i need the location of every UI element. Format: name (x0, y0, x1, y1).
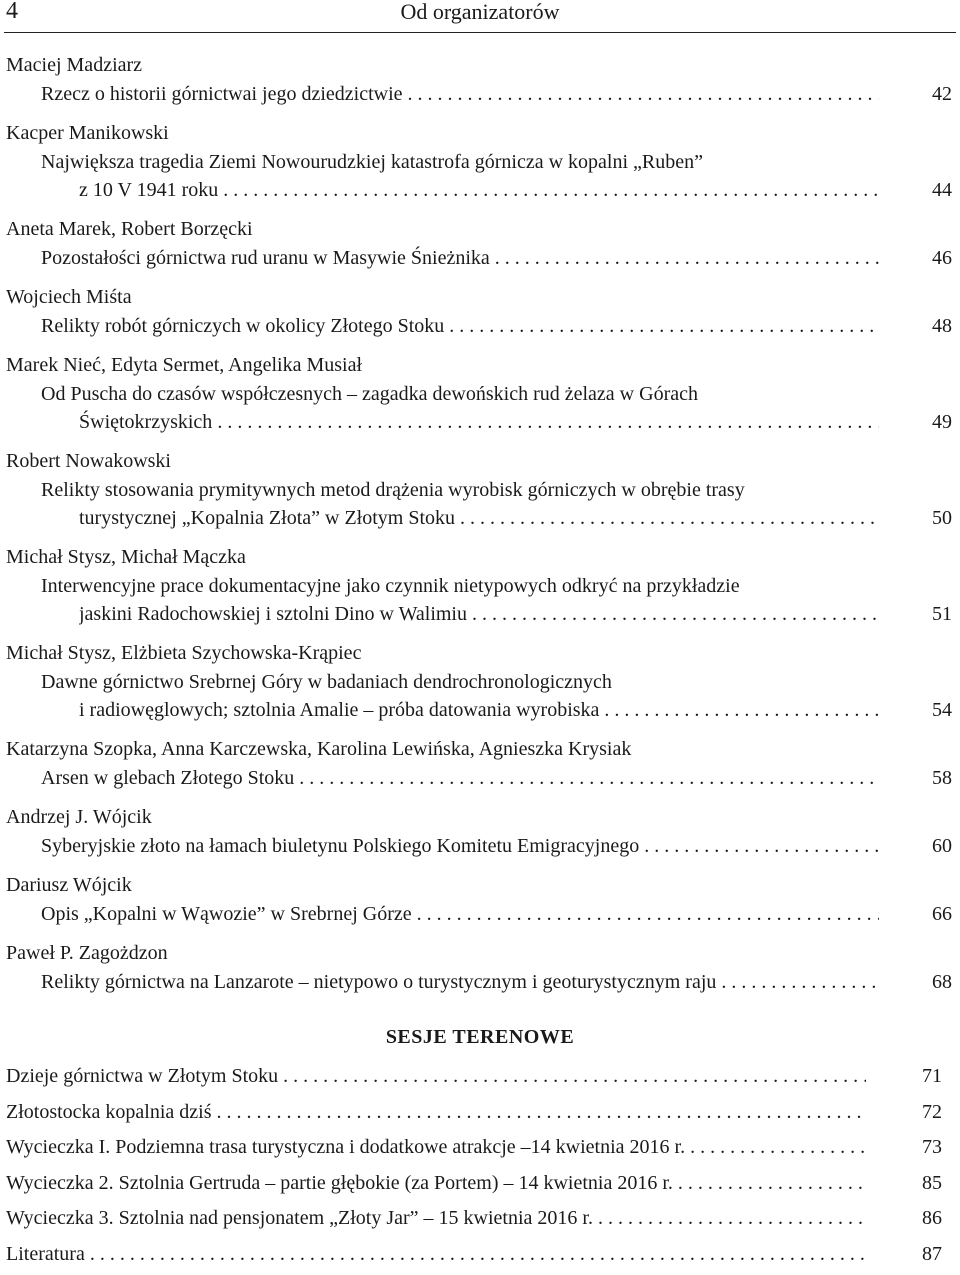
header-rule (4, 32, 956, 33)
toc-author: Aneta Marek, Robert Borzęcki (6, 214, 960, 244)
toc-author: Wojciech Miśta (6, 282, 960, 312)
toc-page-number: 46 (932, 244, 952, 272)
toc-title-line: jaskini Radochowskiej i sztolni Dino w Walimiu . . . (79, 600, 879, 628)
toc-author: Michał Stysz, Michał Mączka (6, 542, 960, 572)
toc-title-line: Świętokrzyskich . . . (79, 408, 879, 436)
session-item (0, 1204, 960, 1240)
toc-entry (0, 542, 960, 628)
toc-page-number: 50 (932, 504, 952, 532)
toc-title-line: Relikty robót górniczych w okolicy Złotego Stoku . . . (41, 312, 879, 340)
toc-page-number: 66 (932, 900, 952, 928)
session-page-number: 87 (922, 1240, 942, 1268)
toc-author: Paweł P. Zagożdzon (6, 938, 960, 968)
toc-author: Andrzej J. Wójcik (6, 802, 960, 832)
toc-entry (0, 638, 960, 724)
toc-title-line: Pozostałości górnictwa rud uranu w Masywie Śnieżnika . . . (41, 244, 879, 272)
page-number: 4 (6, 0, 18, 25)
toc-page-number: 51 (932, 600, 952, 628)
toc-entry (0, 350, 960, 436)
toc-title-line: Syberyjskie złoto na łamach biuletynu Polskiego Komitetu Emigracyjnego . . . (41, 832, 879, 860)
toc-title-line: Relikty stosowania prymitywnych metod drążenia wyrobisk górniczych w obrębie trasy (41, 476, 879, 504)
session-title: Dzieje górnictwa w Złotym Stoku . . . (6, 1062, 866, 1090)
toc-entry (0, 446, 960, 532)
session-title: Wycieczka 3. Sztolnia nad pensjonatem „Złoty Jar” – 15 kwietnia 2016 r. . . . (6, 1204, 866, 1232)
toc-entry (0, 118, 960, 204)
toc-entry (0, 802, 960, 860)
toc-title-line: Od Puscha do czasów współczesnych – zagadka dewońskich rud żelaza w Górach (41, 380, 879, 408)
toc-entry (0, 938, 960, 996)
toc-author: Dariusz Wójcik (6, 870, 960, 900)
toc-page-number: 42 (932, 80, 952, 108)
toc-title-line: Największa tragedia Ziemi Nowourudzkiej katastrofa górnicza w kopalni „Ruben” (41, 148, 879, 176)
toc-page-number: 54 (932, 696, 952, 724)
toc-entry (0, 870, 960, 928)
session-page-number: 85 (922, 1169, 942, 1197)
toc-title-line: Rzecz o historii górnictwai jego dziedzictwie . . . (41, 80, 879, 108)
table-of-contents (0, 50, 960, 1006)
session-item (0, 1098, 960, 1134)
toc-page-number: 48 (932, 312, 952, 340)
toc-title-line: Interwencyjne prace dokumentacyjne jako czynnik nietypowych odkryć na przykładzie (41, 572, 879, 600)
session-title: Literatura . . . (6, 1240, 866, 1268)
toc-page-number: 58 (932, 764, 952, 792)
session-title: Wycieczka I. Podziemna trasa turystyczna i dodatkowe atrakcje –14 kwietnia 2016 r. . . . (6, 1133, 866, 1161)
sessions-heading: SESJE TERENOWE (0, 1026, 960, 1049)
toc-entry (0, 50, 960, 108)
toc-author: Maciej Madziarz (6, 50, 960, 80)
toc-entry (0, 282, 960, 340)
toc-author: Michał Stysz, Elżbieta Szychowska-Krąpiec (6, 638, 960, 668)
toc-author: Robert Nowakowski (6, 446, 960, 476)
toc-page-number: 68 (932, 968, 952, 996)
toc-author: Katarzyna Szopka, Anna Karczewska, Karolina Lewińska, Agnieszka Krysiak (6, 734, 960, 764)
toc-entry (0, 734, 960, 792)
toc-title-line: z 10 V 1941 roku . . . (79, 176, 879, 204)
toc-page-number: 44 (932, 176, 952, 204)
toc-page-number: 49 (932, 408, 952, 436)
toc-title-line: Dawne górnictwo Srebrnej Góry w badaniach dendrochronologicznych (41, 668, 879, 696)
toc-title-line: turystycznej „Kopalnia Złota” w Złotym Stoku . . . (79, 504, 879, 532)
session-item (0, 1133, 960, 1169)
session-page-number: 86 (922, 1204, 942, 1232)
session-item (0, 1240, 960, 1275)
page-header (0, 0, 960, 34)
session-title: Złotostocka kopalnia dziś . . . (6, 1098, 866, 1126)
toc-title-line: i radiowęglowych; sztolnia Amalie – próba datowania wyrobiska . . . (79, 696, 879, 724)
session-item (0, 1062, 960, 1098)
sessions-list (0, 1062, 960, 1275)
session-item (0, 1169, 960, 1205)
toc-author: Kacper Manikowski (6, 118, 960, 148)
toc-title-line: Relikty górnictwa na Lanzarote – nietypowo o turystycznym i geoturystycznym raju . . . (41, 968, 879, 996)
session-title: Wycieczka 2. Sztolnia Gertruda – partie głębokie (za Portem) – 14 kwietnia 2016 r. . . . (6, 1169, 866, 1197)
toc-entry (0, 214, 960, 272)
session-page-number: 71 (922, 1062, 942, 1090)
toc-title-line: Opis „Kopalni w Wąwozie” w Srebrnej Górze . . . (41, 900, 879, 928)
toc-page-number: 60 (932, 832, 952, 860)
running-title: Od organizatorów (0, 0, 960, 25)
session-page-number: 72 (922, 1098, 942, 1126)
toc-title-line: Arsen w glebach Złotego Stoku . . . (41, 764, 879, 792)
session-page-number: 73 (922, 1133, 942, 1161)
toc-author: Marek Nieć, Edyta Sermet, Angelika Musiał (6, 350, 960, 380)
